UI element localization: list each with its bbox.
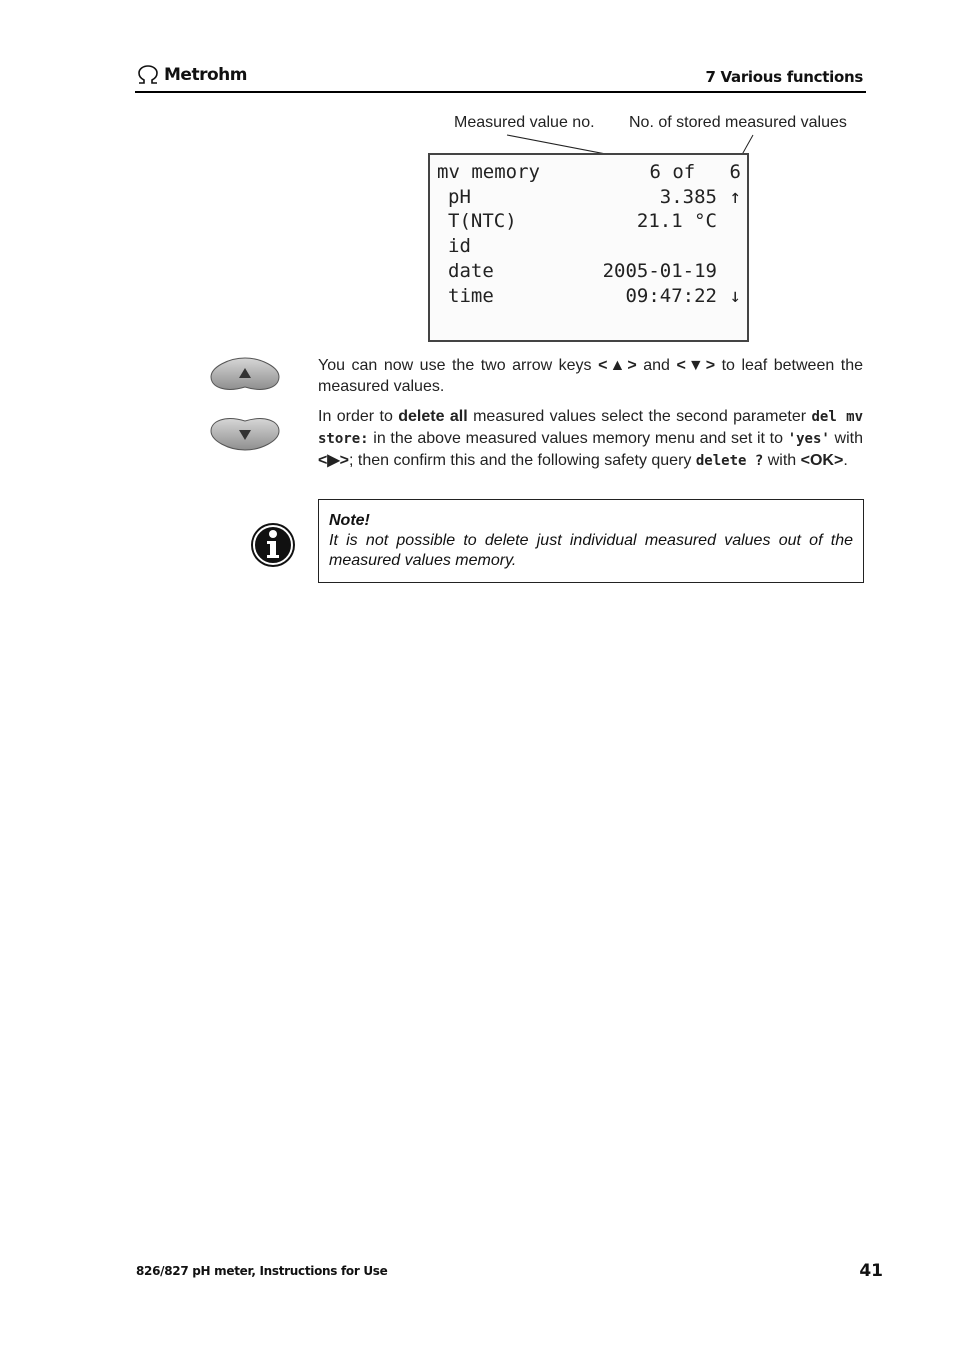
callout-stored-values: No. of stored measured values (629, 114, 847, 131)
display-row-label: pH (448, 186, 471, 208)
page-number: 41 (859, 1261, 883, 1281)
display-row-value: 2005-01-19 (602, 260, 717, 282)
display-counter: 6 of 6 (649, 161, 741, 183)
display-row-value: 3.385 (659, 186, 717, 208)
value-yes: 'yes' (787, 431, 830, 447)
ok-key-ref: <OK> (800, 452, 844, 469)
delete-all-term: delete all (398, 408, 468, 425)
display-row-value: 21.1 °C (636, 210, 717, 232)
note-box (318, 499, 864, 583)
lcd-display (428, 153, 749, 342)
chapter-title: 7 Various functions (705, 68, 863, 86)
display-row-label: T(NTC) (448, 210, 517, 232)
info-icon (250, 522, 296, 568)
display-title: mv memory (437, 161, 540, 183)
down-arrow-key[interactable] (207, 413, 283, 455)
display-row-label: time (448, 285, 494, 307)
param-del-mv-store: del mv store: (318, 409, 863, 447)
display-row-value: 09:47:22 (625, 285, 717, 307)
up-arrow-icon: ↑ (729, 186, 741, 208)
brand-name: Metrohm (164, 65, 247, 85)
query-delete: delete ? (695, 453, 764, 469)
note-title: Note! (329, 512, 370, 529)
callout-measured-value-no: Measured value no. (454, 114, 595, 131)
note-text: It is not possible to delete just individual measured values out of the measured values memory. (329, 532, 853, 569)
up-arrow-key[interactable] (207, 355, 283, 397)
display-row-label: id (448, 235, 471, 257)
up-key-ref: <▲> (598, 357, 637, 374)
delete-all-paragraph: In order to delete all measured values select the second parameter del mv store: in the above measured values memory menu and set it to 'yes' with <▶>; then confirm this and the following safety query delete ? with <OK>. (318, 408, 863, 469)
footer-document-title: 826/827 pH meter, Instructions for Use (136, 1264, 388, 1278)
display-row-label: date (448, 260, 494, 282)
down-key-ref: <▼> (676, 357, 716, 374)
down-arrow-icon: ↓ (729, 285, 741, 307)
arrow-keys-paragraph: You can now use the two arrow keys <▲> and <▼> to leaf between the measured values. (318, 357, 863, 395)
right-key-ref: <▶> (318, 452, 349, 469)
